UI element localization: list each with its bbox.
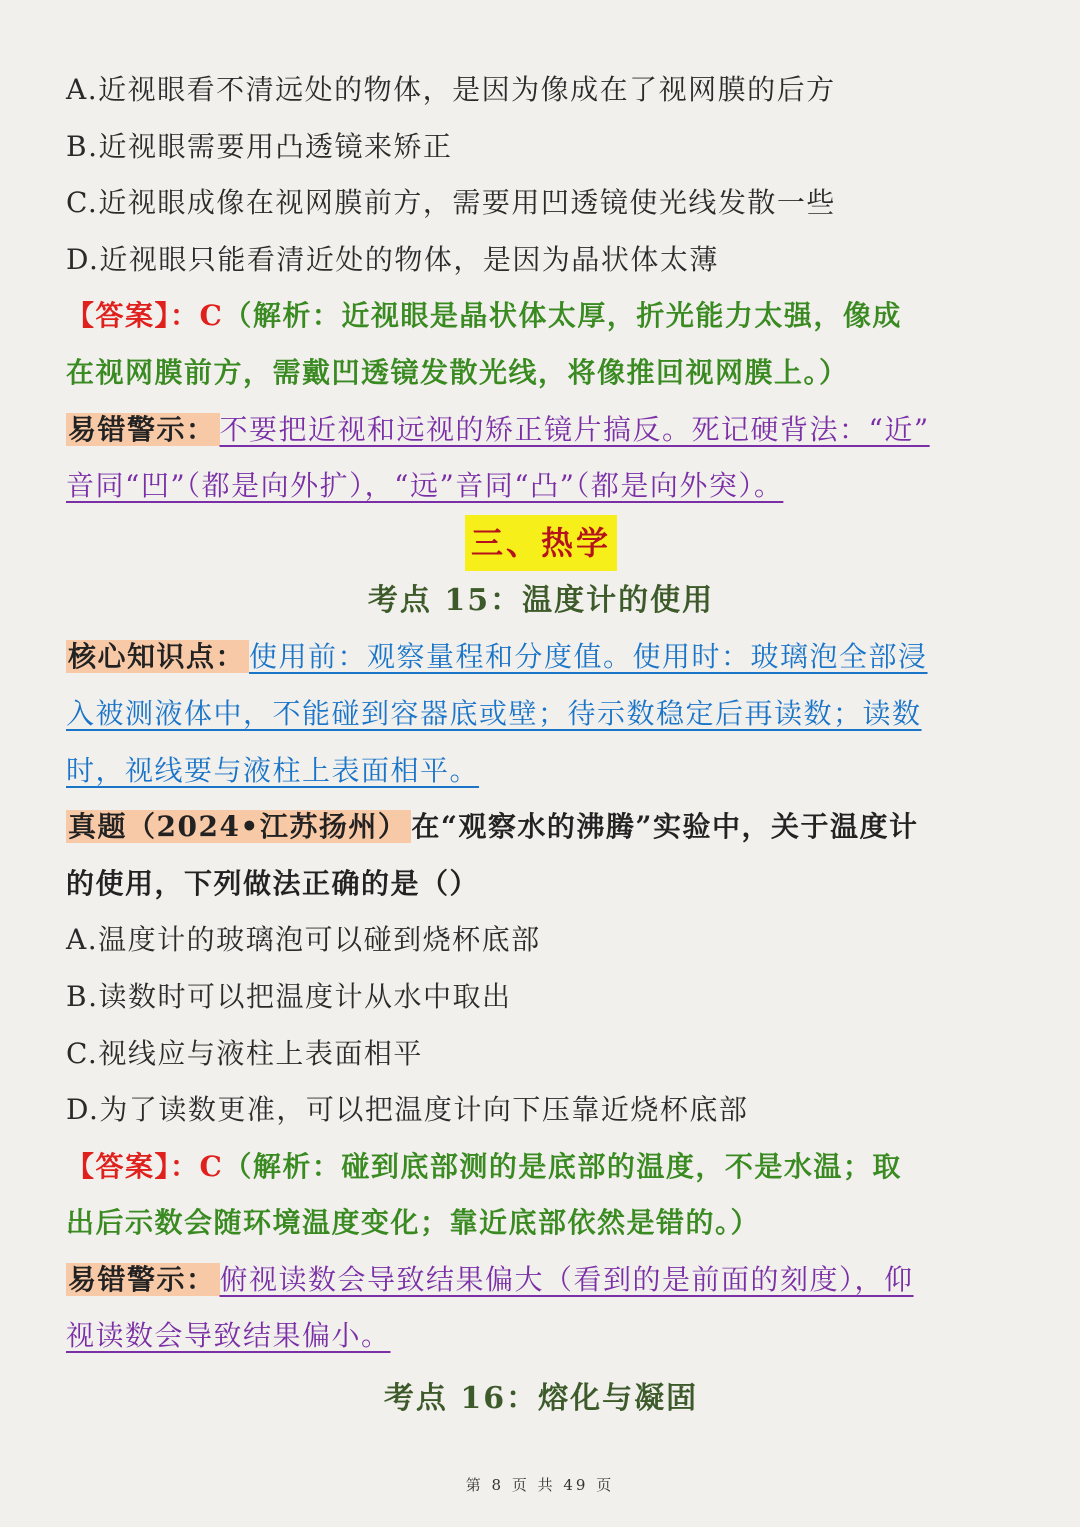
q1-option-c: C.近视眼成像在视网膜前方，需要用凹透镜使光线发散一些: [66, 186, 836, 220]
answer-letter: C: [199, 1149, 224, 1183]
kp15-core-line2: [66, 686, 1016, 743]
warning-text: 视读数会导致结果偏小。: [66, 1319, 391, 1353]
kp15-exam-line1: [66, 799, 1016, 856]
answer-colon: ：: [170, 1149, 200, 1183]
kp16-title: 考点 16：熔化与凝固: [383, 1381, 699, 1417]
core-knowledge-text: 使用前：观察量程和分度值。使用时：玻璃泡全部浸: [249, 640, 928, 674]
core-knowledge-text: 时，视线要与液柱上表面相平。: [66, 753, 480, 787]
kp15-option-d: D.为了读数更准，可以把温度计向下压靠近烧杯底部: [66, 1093, 749, 1127]
exam-source-tag: 真题（2024•江苏扬州）: [66, 810, 411, 843]
kp15-title: 考点 15：温度计的使用: [367, 582, 715, 618]
q1-option-a: A.近视眼看不清远处的物体，是因为像成在了视网膜的后方: [66, 73, 836, 106]
q1-analysis-line2: 在视网膜前方，需戴凹透镜发散光线，将像推回视网膜上。）: [66, 355, 849, 389]
core-knowledge-tag: 核心知识点：: [66, 640, 249, 673]
kp15-option-c: C.视线应与液柱上表面相平: [66, 1036, 423, 1070]
kp15-warning-line1: [66, 1252, 1016, 1309]
q1-warning-line1: [66, 402, 1016, 459]
kp15-option-b: B.读数时可以把温度计从水中取出: [66, 979, 512, 1013]
kp15-warning-line2: [66, 1308, 1016, 1365]
page-footer: 第 8 页 共 49 页: [465, 1476, 615, 1494]
q1-answer-line: [66, 288, 1016, 345]
page-content: [66, 62, 1016, 1428]
answer-tag: 【答案】: [66, 1149, 171, 1183]
analysis-text: （解析：近视眼是晶状体太厚，折光能力太强，像成: [223, 299, 902, 333]
kp15-analysis-line2: 出后示数会随环境温度变化；靠近底部依然是错的。）: [66, 1206, 761, 1240]
warning-text: 音同“凹”（都是向外扩），“远”音同“凸”（都是向外突）。: [66, 469, 784, 503]
kp15-option-a: A.温度计的玻璃泡可以碰到烧杯底部: [66, 923, 541, 957]
exam-question-text: 在“观察水的沸腾”实验中，关于温度计: [411, 810, 919, 844]
kp15-core-line1: [66, 629, 1016, 686]
analysis-text: （解析：碰到底部测的是底部的温度，不是水温；取: [223, 1149, 902, 1183]
core-knowledge-text: 入被测液体中，不能碰到容器底或壁；待示数稳定后再读数；读数: [66, 696, 922, 730]
answer-colon: ：: [170, 299, 200, 333]
section-heading-row: [66, 515, 1016, 573]
kp15-answer-line: [66, 1139, 1016, 1196]
section-title: 三、热学: [465, 515, 617, 571]
q1-warning-line2: [66, 458, 1016, 515]
q1-option-b: B.近视眼需要用凸透镜来矫正: [66, 129, 453, 163]
warning-text: 俯视读数会导致结果偏大（看到的是前面的刻度），仰: [219, 1262, 914, 1296]
warning-tag: 易错警示：: [66, 413, 220, 446]
q1-option-d: D.近视眼只能看清近处的物体，是因为晶状体太薄: [66, 242, 719, 276]
warning-text: 不要把近视和远视的矫正镜片搞反。死记硬背法：“近”: [219, 412, 930, 446]
warning-tag: 易错警示：: [66, 1263, 220, 1296]
answer-tag: 【答案】: [66, 299, 171, 333]
answer-letter: C: [199, 299, 224, 333]
kp15-core-line3: [66, 743, 1016, 800]
kp15-exam-line2: 的使用，下列做法正确的是（）: [66, 866, 480, 900]
